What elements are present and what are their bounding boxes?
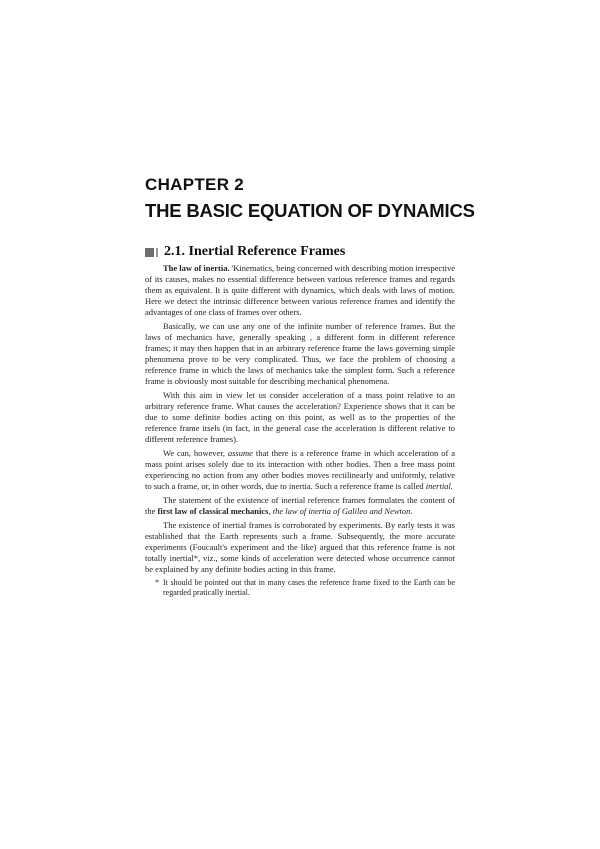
paragraph-3: With this aim in view let us consider acceleration of a mass point relative to an arbitrary reference frame. What causes the acceleration? Experience shows that it can be due to some definite bodies acting on this point, as well as to the properties of the reference frame itsels (in fact, in the general case the acceleration is different relative to different reference frames). <box>145 390 455 444</box>
paragraph-4-italic: assume <box>227 448 253 458</box>
paragraph-4-text-b: that there is a reference frame in which acceleration of a mass point arises solely due to its interaction with other bodies. Then a free mass point experiencing no action from any other bodies moves rectilinearly and uniformly, relative to such a frame, or, in other words, due to inertia. Such a reference frame is called <box>145 448 455 491</box>
paragraph-1-text: 'Kinematics, being concerned with describing motion irrespective of its causes, makes no essential difference between various reference frames and regards them as equivalent. It is quite different with dynamics, which deals with laws of motion. Here we detect the intrinsic difference between various reference frames and identify the advantages of one class of frames over others. <box>145 263 456 317</box>
paragraph-5-italic: the law of inertia of Galileo and Newton <box>272 506 411 516</box>
paragraph-4-text-a: We can, however, <box>163 448 228 458</box>
footnote-text: It should be pointed out that in many cases the reference frame fixed to the Earth can be regarded pratically inertial. <box>163 578 455 597</box>
section-title <box>164 244 345 260</box>
section-number: 2.1. <box>164 244 185 259</box>
section-heading <box>145 244 345 260</box>
chapter-label: CHAPTER 2 <box>145 175 245 194</box>
section-title-text: Inertial Reference Frames <box>188 244 346 259</box>
paragraph-2: Basically, we can use any one of the infinite number of reference frames. But the laws of mechanics have, generally speaking , a different form in different reference frames; it may then happen that in an arbitrary reference frame the laws governing simple phenomena prove to be very complicated. Thus, we face the problem of choosing a reference frame in which the laws of mechanics take the simplest form. Such a reference frame is obviously most suitable for describing mechanical phenomena. <box>145 321 455 386</box>
paragraph-5-bold: first law of classical mechanics <box>157 506 269 516</box>
paragraph-5-text-b: , <box>268 506 273 516</box>
paragraph-1-lead: The law of inertia. <box>163 263 230 273</box>
paragraph-1 <box>145 263 455 318</box>
footnote-marker: * <box>155 578 159 587</box>
paragraph-5-text-a: The statement of the existence of inertial reference frames formulates the content of the <box>145 495 455 516</box>
chapter-title: THE BASIC EQUATION OF DYNAMICS <box>145 200 475 221</box>
footnote <box>145 578 455 598</box>
paragraph-4-term: inertial. <box>425 481 453 491</box>
paragraph-5-text-c: . <box>410 506 413 516</box>
paragraph-4 <box>145 448 455 492</box>
section-marker-icon <box>145 248 158 257</box>
paragraph-5 <box>145 495 455 517</box>
body-text <box>145 263 455 601</box>
paragraph-6: The existence of inertial frames is corroborated by experiments. By early tests it was established that the Earth represents such a frame. Subsequently, the more accurate experiments (Foucault's experiment and the like) argued that this reference frame is not totally inertial*, viz., some kinds of acceleration were detected whose occurrence cannot be explained by any definite bodies acting in this frame. <box>145 520 455 574</box>
